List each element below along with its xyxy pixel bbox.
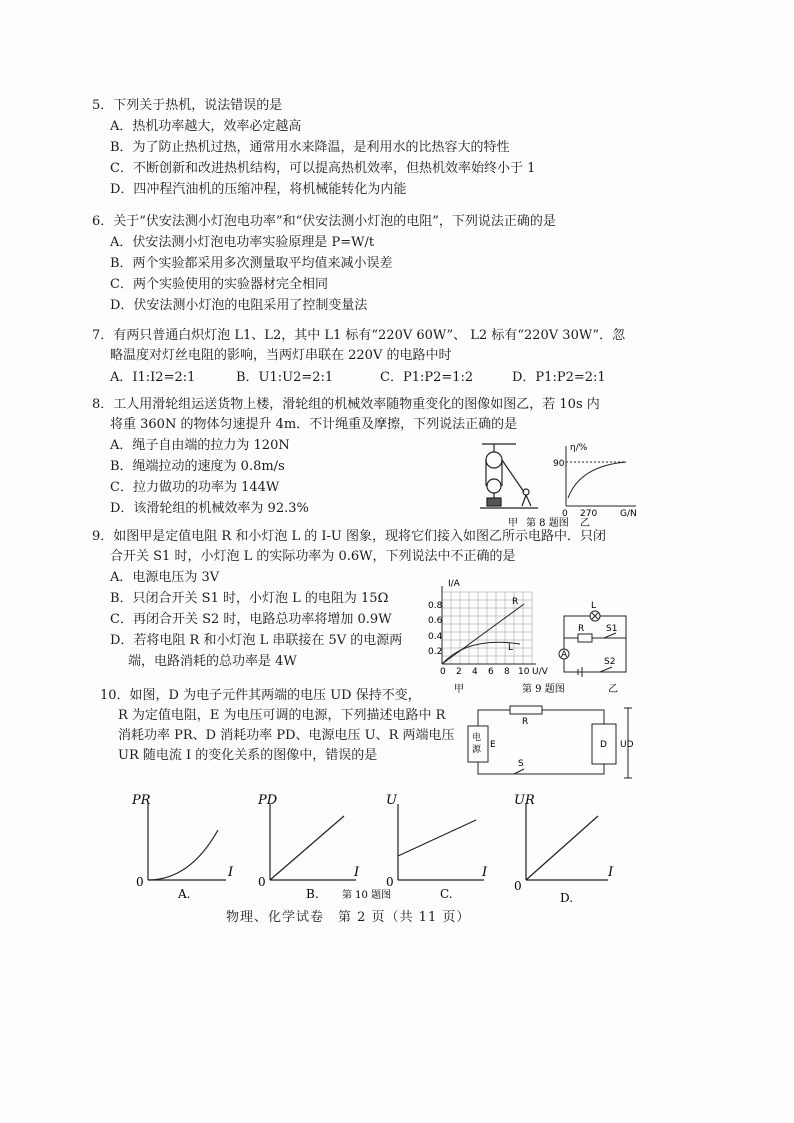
option-a: A．绳子自由端的拉力为 120N [110,438,290,453]
graph9-y-tick: 0.2 [428,647,443,657]
graph9-x-tick: 8 [504,667,510,677]
option-b: B．绳端拉动的速度为 0.8m/s [110,459,285,474]
graph-a-y-label: PR [132,793,151,808]
graph-a-label: A. [178,887,191,901]
option-d: D．该滑轮组的机械效率为 92.3% [110,501,309,516]
graph-d [526,804,608,880]
graph9-y-tick: 0.4 [428,632,443,642]
question-stem: 6．关于“伏安法测小灯泡电功率”和“伏安法测小灯泡的电阻”，下列说法正确的是 [92,214,556,229]
figure10-caption: 第 10 题图 [342,890,392,901]
option-c: C．P1:P2=1:2 [380,370,474,385]
graph8-x-tick-1: 270 [580,509,598,519]
question-stem-line3: 消耗功率 PR、D 消耗功率 PD、电源电压 U、R 两端电压 [118,728,455,743]
graph-d-label: D. [560,891,574,905]
option-c: C．再闭合开关 S2 时，电路总功率将增加 0.9W [110,612,392,627]
graph9-x-tick: 4 [472,667,478,677]
option-a: A．I1:I2=2:1 [110,370,196,385]
figure8-caption: 第 8 题图 [526,518,569,528]
option-c: C．拉力做功的功率为 144W [110,480,280,495]
option-d: D．伏安法测小灯泡的电阻采用了控制变量法 [110,298,368,313]
circuit10-ud: UD [620,740,634,750]
circuit10-d: D [600,740,607,750]
graph-b-y-label: PD [258,793,278,808]
graph9-x-tick: 10 [518,667,530,677]
question-stem-line1: 7．有两只普通白炽灯泡 L1、L2，其中 L1 标有“220V 60W”、 L2 标有“220V 30W”．忽 [92,328,626,343]
graph-a [148,804,226,880]
question-5 [92,96,652,200]
question-6 [92,212,692,316]
circuit-10 [460,700,640,784]
question-stem-line2: 将重 360N 的物体匀速提升 4m．不计绳重及摩擦，下列说法正确的是 [110,417,518,432]
figure-8 [476,440,640,528]
question-stem-line1: 10．如图，D 为电子元件其两端的电压 UD 保持不变， [100,688,421,703]
question-10 [100,686,480,766]
graph-a-origin: 0 [136,875,144,889]
graph-c-y-label: U [386,793,397,808]
graph9-axes [442,586,536,664]
graph9-y-label: I/A [448,579,460,589]
question-stem-line1: 9．如图甲是定值电阻 R 和小灯泡 L 的 I-U 图象，现将它们接入如图乙所示电路中．只闭 [92,529,606,544]
graph9-y-tick: 0.8 [428,601,443,611]
question-stem-line2: 合开关 S1 时，小灯泡 L 的实际功率为 0.6W，下列说法中不正确的是 [110,549,516,564]
circuit9-ammeter: A [561,650,568,660]
circuit9-label-r: R [578,624,585,634]
circuit10-source: 电 [472,733,482,743]
figure-9 [428,578,640,700]
graph-b-origin: 0 [258,875,266,889]
figure9-caption-left: 甲 [454,684,464,695]
option-c: C．不断创新和改进热机结构，可以提高热机效率，但热机效率始终小于 1 [110,161,536,176]
option-d: D．P1:P2=2:1 [512,370,606,385]
graph9-y-tick: 0.6 [428,616,443,626]
question-stem-line2: 略温度对灯丝电阻的影响，当两灯串联在 220V 的电路中时 [110,348,452,363]
graphs-10 [130,790,650,910]
graph-d-y-label: UR [514,793,535,808]
graph-c-x-label: I [482,865,488,880]
figure9-caption-right: 乙 [608,684,618,695]
pulley-system-drawing [480,444,538,508]
graph-c-origin: 0 [386,875,394,889]
efficiency-graph [566,446,636,506]
circuit9 [559,611,626,677]
graph-c-label: C. [440,887,453,901]
option-c: C．两个实验使用的实验器材完全相同 [110,277,328,292]
graph8-x-label: G/N [620,509,637,519]
option-d-continued: 端，电路消耗的总功率是 4W [128,654,297,669]
graph9-x-tick: 0 [440,667,446,677]
graph8-x-tick-0: 0 [562,509,568,519]
graph9-label-r: R [512,597,519,607]
option-a: A．热机功率越大，效率必定越高 [110,119,302,134]
circuit10-e: E [490,740,496,750]
question-stem-line2: R 为定值电阻，E 为电压可调的电源，下列描述电路中 R [118,708,446,723]
question-stem-line4: UR 随电流 I 的变化关系的图像中，错误的是 [118,748,378,763]
figure9-caption: 第 9 题图 [522,684,565,695]
circuit9-label-l: L [591,601,597,611]
graph-d-x-label: I [608,865,614,880]
circuit10-s: S [518,759,524,769]
graph-c [398,804,484,880]
option-a: A．伏安法测小灯泡电功率实验原理是 P=W/t [110,235,375,250]
page-footer: 物理、化学试卷 第 2 页（共 11 页） [226,910,471,925]
graph9-label-l: L [508,643,514,653]
graph-b-x-label: I [354,865,360,880]
graph8-y-label: η/% [570,443,588,453]
option-d: D．若将电阻 R 和小灯泡 L 串联接在 5V 的电源两 [110,633,403,648]
option-b: B．为了防止热机过热，通常用水来降温，是利用水的比热容大的特性 [110,140,510,155]
question-stem-line1: 8．工人用滑轮组运送货物上楼，滑轮组的机械效率随物重变化的图像如图乙，若 10s 内 [92,397,600,412]
graph9-x-tick: 2 [456,667,462,677]
figure8-caption-right: 乙 [580,518,590,528]
option-b: B．只闭合开关 S1 时，小灯泡 L 的电阻为 15Ω [110,591,389,606]
option-b: B．U1:U2=2:1 [236,370,334,385]
circuit10-r: R [522,717,529,727]
graph9-x-label: U/V [532,667,548,677]
question-stem: 5．下列关于热机，说法错误的是 [92,98,283,113]
circuit9-label-s2: S2 [604,657,616,667]
circuit10-source: 源 [472,745,482,755]
graph-a-x-label: I [228,865,234,880]
graph-b-label: B. [306,887,319,901]
graph9-x-tick: 6 [488,667,494,677]
graph8-y-tick: 90 [553,459,565,469]
circuit9-label-s1: S1 [606,624,618,634]
option-a: A．电源电压为 3V [110,570,220,585]
option-d: D．四冲程汽油机的压缩冲程，将机械能转化为内能 [110,182,407,197]
option-b: B．两个实验都采用多次测量取平均值来减小误差 [110,256,393,271]
figure8-caption-left: 甲 [508,518,518,528]
graph-d-origin: 0 [514,879,522,893]
graph-b [270,804,356,880]
graph9-curve-r [442,604,524,664]
question-7 [92,326,652,388]
